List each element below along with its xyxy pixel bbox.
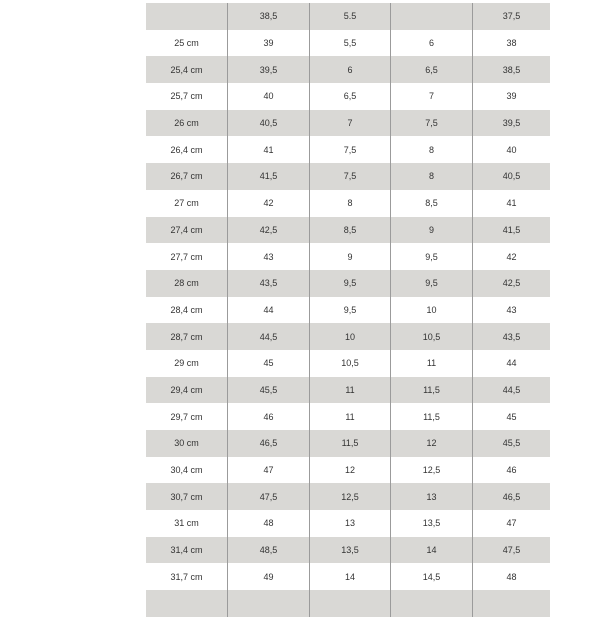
- table-cell: 13,5: [391, 510, 473, 537]
- table-row: [146, 163, 550, 190]
- table-cell: 8: [310, 190, 391, 217]
- table-cell: 25 cm: [146, 30, 228, 57]
- table-cell: 9,5: [310, 270, 391, 297]
- table-cell: 29 cm: [146, 350, 228, 377]
- table-cell: 49: [228, 563, 310, 590]
- table-cell: 28 cm: [146, 270, 228, 297]
- table-cell: 6,5: [391, 56, 473, 83]
- table-cell: 44: [473, 350, 550, 377]
- table-cell: 30,7 cm: [146, 483, 228, 510]
- table-cell: 44,5: [473, 377, 550, 404]
- table-cell: [146, 3, 228, 30]
- table-row: [146, 136, 550, 163]
- table-cell: 25,7 cm: [146, 83, 228, 110]
- table-cell: 14: [391, 537, 473, 564]
- table-cell: 40,5: [228, 110, 310, 137]
- table-cell: 13: [310, 510, 391, 537]
- table-cell: 12,5: [391, 457, 473, 484]
- table-cell: 8: [391, 136, 473, 163]
- table-row: [146, 377, 550, 404]
- table-cell: 13,5: [310, 537, 391, 564]
- table-cell: 40,5: [473, 163, 550, 190]
- table-cell: 39: [228, 30, 310, 57]
- table-row: [146, 457, 550, 484]
- table-cell: 9,5: [391, 243, 473, 270]
- table-cell: 11: [391, 350, 473, 377]
- table-cell: 29,7 cm: [146, 403, 228, 430]
- table-cell: 48,5: [228, 537, 310, 564]
- table-row: [146, 350, 550, 377]
- table-cell: 26 cm: [146, 110, 228, 137]
- table-cell: 27,7 cm: [146, 243, 228, 270]
- table-cell: 48: [473, 563, 550, 590]
- table-cell: 43: [228, 243, 310, 270]
- table-cell: 12: [310, 457, 391, 484]
- table-cell: 47,5: [228, 483, 310, 510]
- table-cell: 9,5: [310, 297, 391, 324]
- table-cell: 27 cm: [146, 190, 228, 217]
- table-cell: 39,5: [473, 110, 550, 137]
- table-cell: 27,4 cm: [146, 217, 228, 244]
- table-cell: 11: [310, 377, 391, 404]
- table-cell: 11,5: [310, 430, 391, 457]
- table-row: [146, 30, 550, 57]
- table-cell: [310, 590, 391, 617]
- table-cell: 7,5: [310, 163, 391, 190]
- table-cell: 41,5: [228, 163, 310, 190]
- table-cell: 47,5: [473, 537, 550, 564]
- size-chart-table: [146, 3, 550, 617]
- table-cell: 46: [473, 457, 550, 484]
- table-cell: 10,5: [310, 350, 391, 377]
- table-cell: 31 cm: [146, 510, 228, 537]
- table-cell: 40: [473, 136, 550, 163]
- table-cell: 10: [391, 297, 473, 324]
- table-cell: 42: [473, 243, 550, 270]
- table-cell: 7: [310, 110, 391, 137]
- table-cell: 45,5: [473, 430, 550, 457]
- table-cell: 11,5: [391, 377, 473, 404]
- table-row: [146, 190, 550, 217]
- table-cell: 37,5: [473, 3, 550, 30]
- table-cell: 29,4 cm: [146, 377, 228, 404]
- table-cell: 46: [228, 403, 310, 430]
- table-row: [146, 430, 550, 457]
- table-cell: 10,5: [391, 323, 473, 350]
- table-cell: 26,4 cm: [146, 136, 228, 163]
- table-cell: 42,5: [228, 217, 310, 244]
- table-row: [146, 297, 550, 324]
- table-cell: 12: [391, 430, 473, 457]
- table-row: [146, 403, 550, 430]
- table-row: [146, 483, 550, 510]
- table-cell: 40: [228, 83, 310, 110]
- table-cell: 28,4 cm: [146, 297, 228, 324]
- table-cell: 38: [473, 30, 550, 57]
- table-cell: [228, 590, 310, 617]
- table-cell: 9: [310, 243, 391, 270]
- table-cell: 41: [473, 190, 550, 217]
- table-cell: 30 cm: [146, 430, 228, 457]
- table-cell: 45,5: [228, 377, 310, 404]
- table-cell: 30,4 cm: [146, 457, 228, 484]
- table-cell: 39: [473, 83, 550, 110]
- table-cell: 11,5: [391, 403, 473, 430]
- table-cell: 7,5: [391, 110, 473, 137]
- table-cell: 46,5: [228, 430, 310, 457]
- table-row: [146, 323, 550, 350]
- table-cell: [146, 590, 228, 617]
- table-row: [146, 110, 550, 137]
- table-cell: 10: [310, 323, 391, 350]
- table-cell: 5.5: [310, 3, 391, 30]
- table-cell: 44,5: [228, 323, 310, 350]
- table-cell: 41,5: [473, 217, 550, 244]
- table-row: [146, 217, 550, 244]
- table-cell: 39,5: [228, 56, 310, 83]
- table-cell: 26,7 cm: [146, 163, 228, 190]
- table-cell: 42: [228, 190, 310, 217]
- table-cell: 8: [391, 163, 473, 190]
- table-cell: 48: [228, 510, 310, 537]
- table-cell: 45: [473, 403, 550, 430]
- table-cell: 46,5: [473, 483, 550, 510]
- table-cell: 5,5: [310, 30, 391, 57]
- table-cell: 38,5: [228, 3, 310, 30]
- table-cell: [391, 3, 473, 30]
- table-cell: 44: [228, 297, 310, 324]
- table-cell: 45: [228, 350, 310, 377]
- table-cell: 9,5: [391, 270, 473, 297]
- table-row: [146, 510, 550, 537]
- table-cell: 14,5: [391, 563, 473, 590]
- table-cell: 43,5: [228, 270, 310, 297]
- table-cell: 31,7 cm: [146, 563, 228, 590]
- table-cell: 47: [473, 510, 550, 537]
- table-cell: 25,4 cm: [146, 56, 228, 83]
- table-cell: 43,5: [473, 323, 550, 350]
- table-cell: 7,5: [310, 136, 391, 163]
- table-cell: 6,5: [310, 83, 391, 110]
- table-row: [146, 243, 550, 270]
- table-cell: 41: [228, 136, 310, 163]
- table-cell: 7: [391, 83, 473, 110]
- table-cell: 14: [310, 563, 391, 590]
- table-cell: 12,5: [310, 483, 391, 510]
- table-cell: 31,4 cm: [146, 537, 228, 564]
- table-row: [146, 270, 550, 297]
- table-row: [146, 56, 550, 83]
- table-cell: 38,5: [473, 56, 550, 83]
- table-cell: [473, 590, 550, 617]
- table-cell: 6: [391, 30, 473, 57]
- table-cell: 13: [391, 483, 473, 510]
- table-cell: 28,7 cm: [146, 323, 228, 350]
- table-cell: [391, 590, 473, 617]
- table-cell: 11: [310, 403, 391, 430]
- table-cell: 6: [310, 56, 391, 83]
- table-cell: 42,5: [473, 270, 550, 297]
- table-row: [146, 83, 550, 110]
- table-row: [146, 563, 550, 590]
- table-row: [146, 590, 550, 617]
- table-row: [146, 537, 550, 564]
- table-cell: 43: [473, 297, 550, 324]
- table-cell: 47: [228, 457, 310, 484]
- table-cell: 8,5: [391, 190, 473, 217]
- table-row: [146, 3, 550, 30]
- table-cell: 8,5: [310, 217, 391, 244]
- table-cell: 9: [391, 217, 473, 244]
